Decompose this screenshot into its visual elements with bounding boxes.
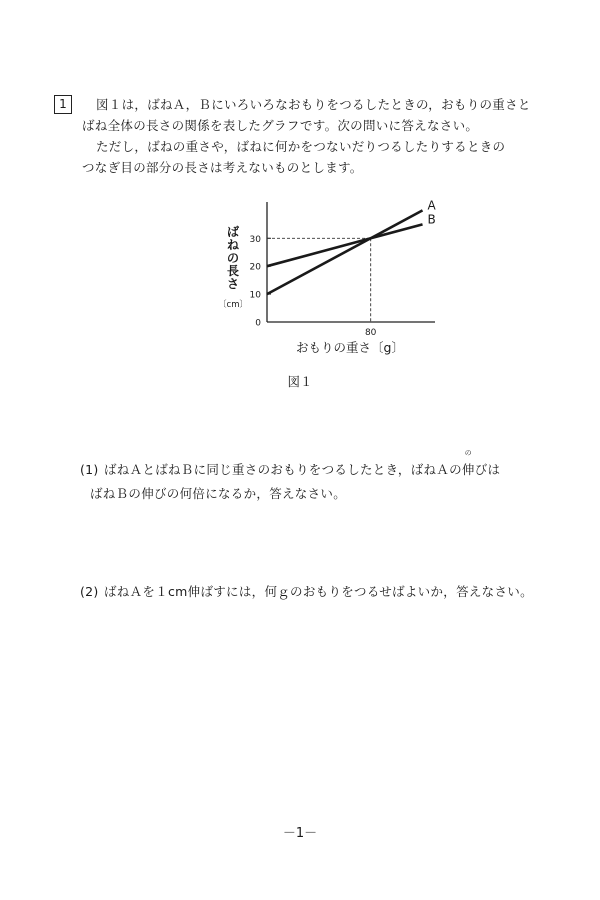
subquestion-2 — [80, 580, 560, 604]
subquestion-1-line2: ばねＢの伸びの何倍になるか，答えなさい。 — [90, 486, 347, 501]
y-axis-label-char: ね — [226, 238, 240, 252]
series-label-b: B — [427, 212, 436, 227]
y-axis-label-char: 長 — [226, 264, 240, 278]
y-tick-label: 0 — [255, 318, 261, 329]
y-tick-label: 30 — [249, 234, 261, 245]
y-tick-label: 10 — [249, 290, 261, 301]
y-axis-unit: 〔cm〕 — [218, 300, 248, 310]
series-line-a — [267, 210, 423, 294]
subquestion-1-line1 — [80, 449, 560, 482]
question-intro — [82, 94, 562, 178]
ruby-reading: の — [464, 449, 472, 457]
figure-1-chart — [215, 188, 455, 388]
series-line-b — [267, 224, 423, 266]
y-axis-label-char: さ — [226, 277, 240, 291]
y-tick-label: 20 — [249, 262, 261, 273]
intro-line: 図１は，ばねＡ，Ｂにいろいろなおもりをつるしたときの，おもりの重さと — [96, 97, 531, 112]
ruby-word — [461, 449, 475, 482]
x-axis-label: おもりの重さ〔g〕 — [296, 340, 404, 355]
figure-caption: 図１ — [287, 374, 313, 389]
subquestion-text: ばねＡとばねＢに同じ重さのおもりをつるしたとき，ばねＡの — [104, 462, 462, 477]
subquestion-label: (1) — [80, 462, 99, 477]
subquestion-label: (2) — [80, 584, 99, 599]
intro-line: ばね全体の長さの関係を表したグラフです。次の問いに答えなさい。 — [82, 118, 479, 133]
subquestion-text: びは — [474, 462, 501, 477]
subquestion-text: ばねＡを１cm伸ばすには，何ｇのおもりをつるせばよいか，答えなさい。 — [104, 584, 533, 599]
x-tick-label: 80 — [364, 328, 377, 338]
page-number: －1－ — [282, 826, 318, 841]
subquestion-1 — [80, 449, 560, 506]
question-number-box: 1 — [54, 95, 72, 114]
note-line: つなぎ目の部分の長さは考えないものとします。 — [82, 160, 363, 175]
ruby-base: 伸 — [461, 462, 475, 477]
chart-svg — [215, 188, 455, 388]
series-label-a: A — [427, 198, 436, 213]
note-line: ただし，ばねの重さや，ばねに何かをつないだりつるしたりするときの — [96, 139, 506, 154]
y-axis-label-char: ば — [226, 225, 240, 239]
y-axis-label-char: の — [226, 251, 240, 265]
